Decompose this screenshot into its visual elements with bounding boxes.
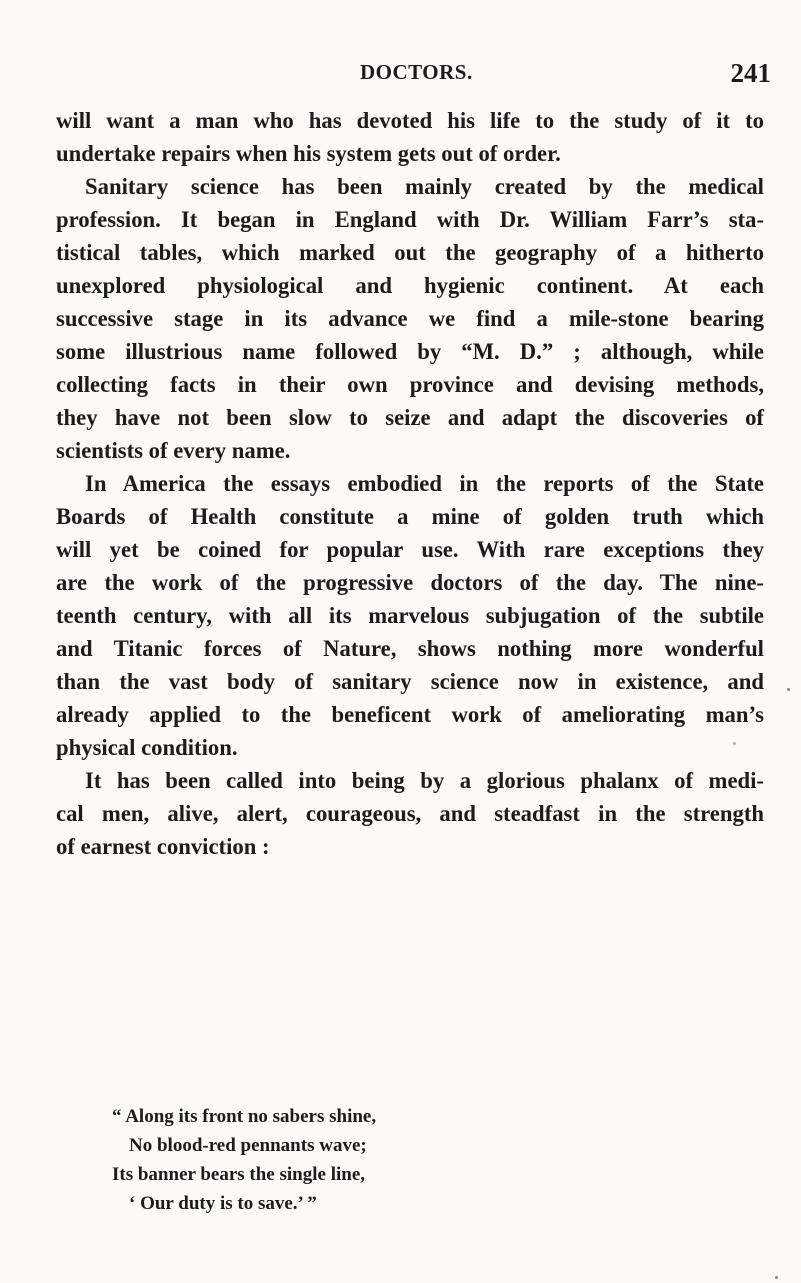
paper-speck [733, 742, 736, 745]
text-line: tistical tables, which marked out the geography of a hitherto [56, 240, 764, 265]
text-line: of earnest conviction : [56, 834, 270, 859]
text-line: Boards of Health constitute a mine of golden truth which [56, 504, 764, 529]
poem-line: No blood-red pennants wave; [129, 1135, 367, 1156]
text-line: some illustrious name followed by “M. D.” ; although, while [56, 339, 764, 364]
text-line: and Titanic forces of Nature, shows nothing more wonderful [56, 636, 764, 661]
running-title: DOCTORS. [360, 60, 473, 84]
text-line: already applied to the beneficent work of ameliorating man’s [56, 702, 764, 727]
text-line: profession. It began in England with Dr. William Farr’s sta- [56, 207, 764, 232]
text-line: Sanitary science has been mainly created by the medical [85, 174, 764, 199]
text-line: will want a man who has devoted his life to the study of it to [56, 108, 764, 133]
text-line: teenth century, with all its marvelous subjugation of the subtile [56, 603, 764, 628]
text-line: than the vast body of sanitary science now in existence, and [56, 669, 764, 694]
text-line: successive stage in its advance we find a mile-stone bearing [56, 306, 764, 331]
text-line: undertake repairs when his system gets out of order. [56, 141, 561, 166]
text-line: unexplored physiological and hygienic continent. At each [56, 273, 764, 298]
poem-line: “ Along its front no sabers shine, [112, 1106, 377, 1127]
text-line: physical condition. [56, 735, 238, 760]
paper-speck [787, 688, 790, 691]
page-number: 241 [730, 58, 771, 88]
text-line: will yet be coined for popular use. With rare exceptions they [56, 537, 764, 562]
text-line: they have not been slow to seize and adapt the discoveries of [56, 405, 764, 430]
poem-line: Its banner bears the single line, [112, 1164, 366, 1185]
body-text [56, 104, 764, 863]
poem-quotation [112, 1102, 376, 1218]
paper-speck [775, 1276, 778, 1279]
text-line: collecting facts in their own province and devising methods, [56, 372, 764, 397]
text-line: In America the essays embodied in the reports of the State [85, 471, 764, 496]
text-line: cal men, alive, alert, courageous, and steadfast in the strength [56, 801, 764, 826]
text-line: It has been called into being by a glorious phalanx of medi- [85, 768, 764, 793]
poem-line: ‘ Our duty is to save.’ ” [129, 1193, 317, 1214]
text-line: are the work of the progressive doctors of the day. The nine- [56, 570, 764, 595]
text-line: scientists of every name. [56, 438, 291, 463]
running-head [0, 60, 801, 96]
